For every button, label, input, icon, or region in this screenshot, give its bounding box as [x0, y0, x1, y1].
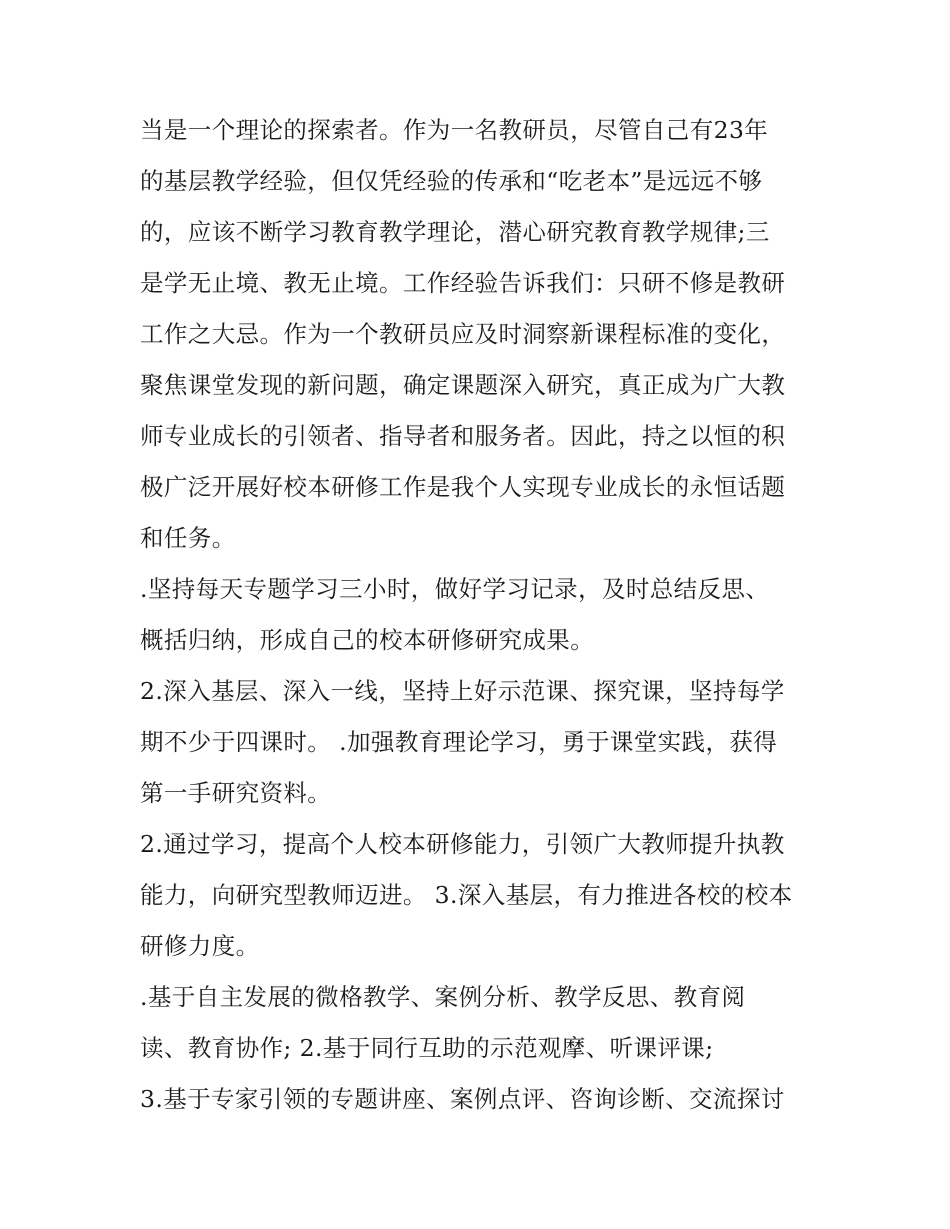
text-line: 师专业成长的引领者、指导者和服务者。因此，持之以恒的积 [140, 422, 786, 450]
text-line: 当是一个理论的探索者。作为一名教研员，尽管自己有23年 [140, 116, 769, 144]
text-line: 期不少于四课时。 .加强教育理论学习，勇于课堂实践，获得 [140, 728, 778, 756]
text-line: 是学无止境、教无止境。工作经验告诉我们：只研不修是教研 [140, 269, 786, 297]
text-line: 极广泛开展好校本研修工作是我个人实现专业成长的永恒话题 [140, 473, 786, 501]
text-line: 能力，向研究型教师迈进。 3.深入基层，有力推进各校的校本 [140, 881, 793, 909]
text-line: 读、教育协作; 2.基于同行互助的示范观摩、听课评课; [140, 1034, 714, 1062]
text-line: 和任务。 [140, 524, 236, 552]
text-line: 工作之大忌。作为一个教研员应及时洞察新课程标准的变化， [140, 320, 786, 348]
text-line: 聚焦课堂发现的新问题，确定课题深入研究，真正成为广大教 [140, 371, 786, 399]
text-line: 3.基于专家引领的专题讲座、案例点评、咨询诊断、交流探讨 [140, 1085, 785, 1113]
text-line: 概括归纳，形成自己的校本研修研究成果。 [140, 626, 595, 654]
text-line: 研修力度。 [140, 932, 260, 960]
text-line: 的基层教学经验，但仅凭经验的传承和“吃老本”是远远不够 [140, 167, 763, 195]
text-line: .基于自主发展的微格教学、案例分析、教学反思、教育阅 [140, 983, 746, 1011]
text-line: 2.深入基层、深入一线，坚持上好示范课、探究课，坚持每学 [140, 677, 785, 705]
text-line: 第一手研究资料。 [140, 779, 332, 807]
text-line: 2.通过学习，提高个人校本研修能力，引领广大教师提升执教 [140, 830, 785, 858]
text-line: .坚持每天专题学习三小时，做好学习记录，及时总结反思、 [140, 575, 770, 603]
text-line: 的，应该不断学习教育教学理论，潜心研究教育教学规律;三 [140, 218, 770, 246]
